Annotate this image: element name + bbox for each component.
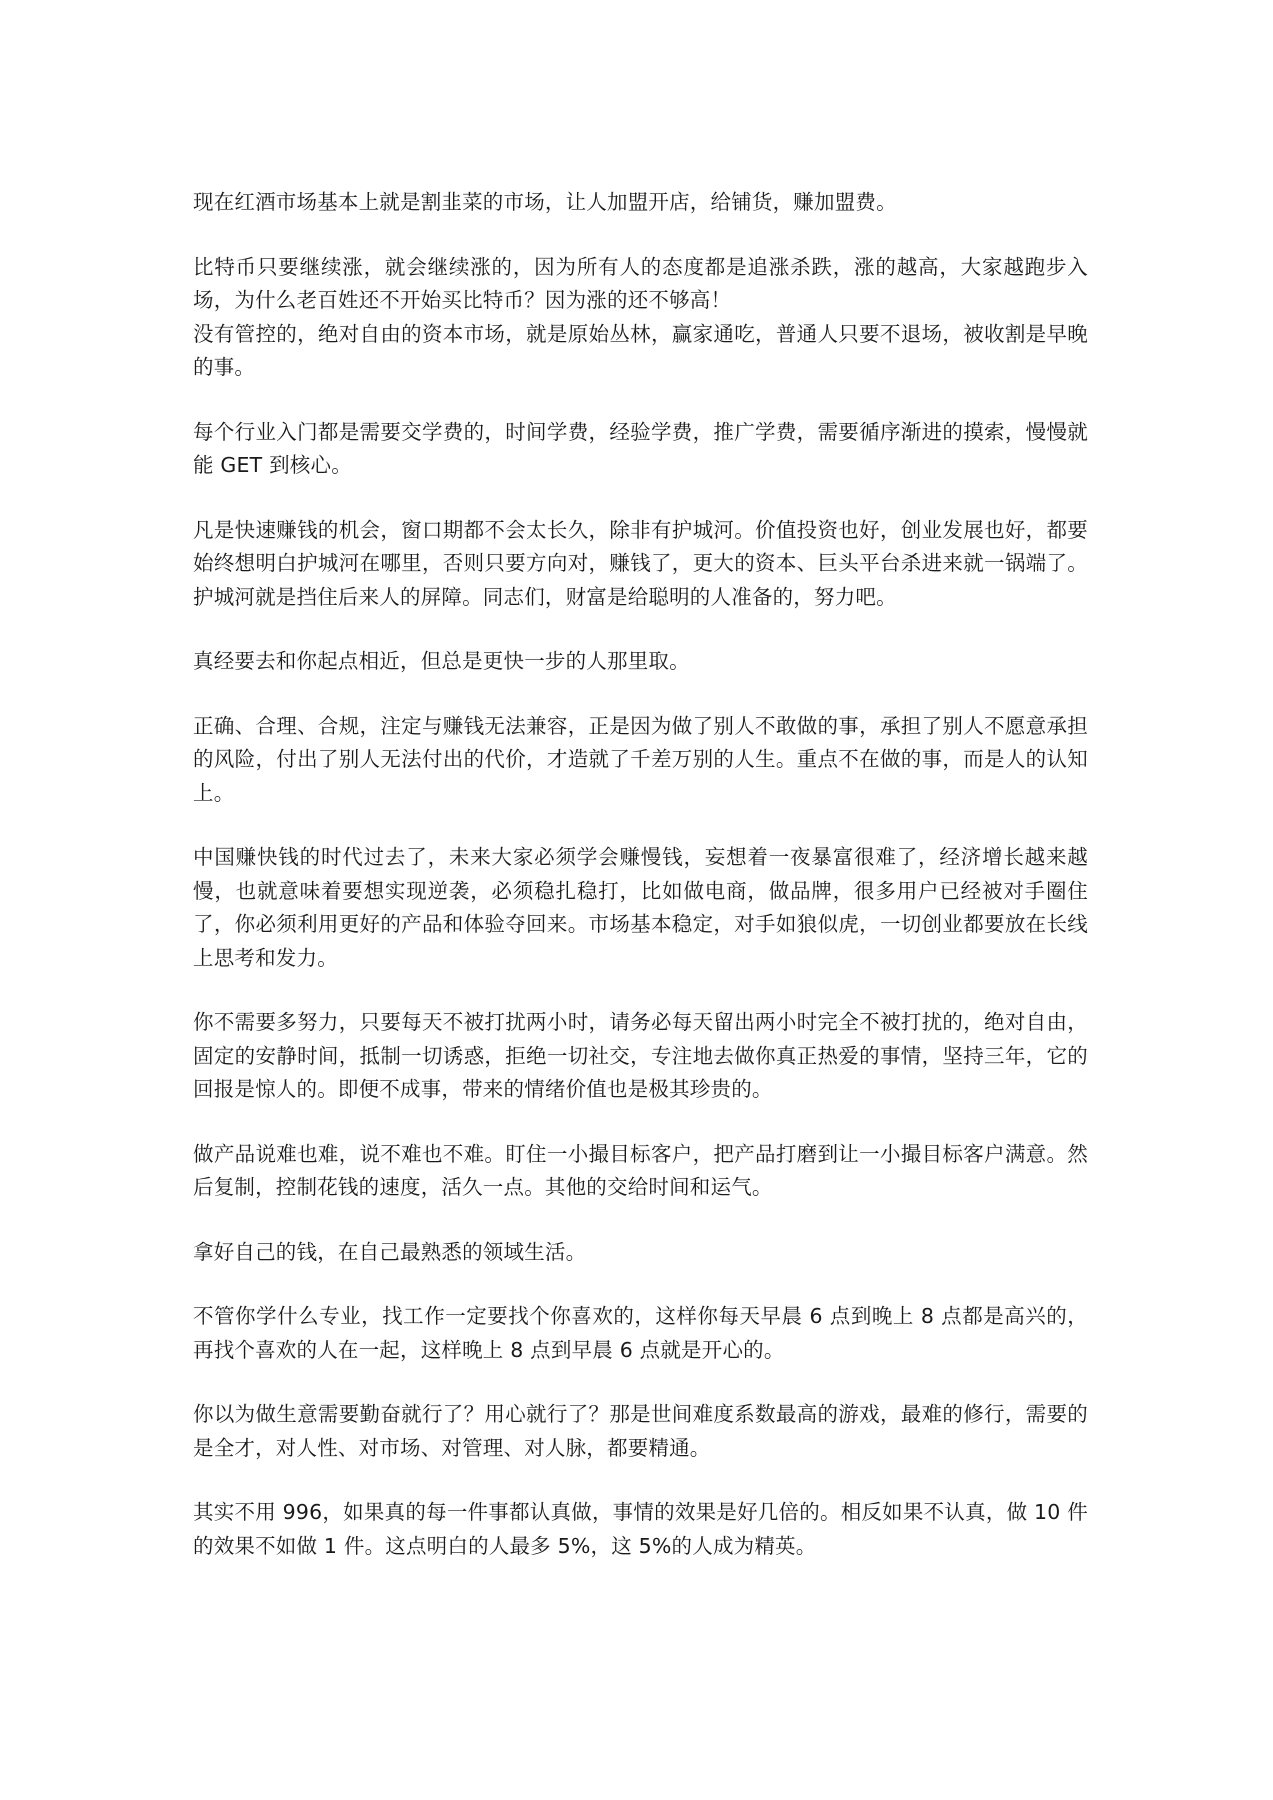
paragraph-14: 其实不用 996，如果真的每一件事都认真做，事情的效果是好几倍的。相反如果不认真，做 10 件的效果不如做 1 件。这点明白的人最多 5%，这 5%的人成为精英。 — [193, 1500, 1088, 1558]
paragraph-1: 现在红酒市场基本上就是割韭菜的市场，让人加盟开店，给铺货，赚加盟费。 — [193, 190, 897, 214]
paragraph-13: 你以为做生意需要勤奋就行了？用心就行了？那是世间难度系数最高的游戏，最难的修行，需要的是全才，对人性、对市场、对管理、对人脉，都要精通。 — [193, 1402, 1088, 1460]
paragraph-2: 比特币只要继续涨，就会继续涨的，因为所有人的态度都是追涨杀跌，涨的越高，大家越跑步入场，为什么老百姓还不开始买比特币？因为涨的还不够高！ — [193, 254, 1088, 312]
paragraph-4: 每个行业入门都是需要交学费的，时间学费，经验学费，推广学费，需要循序渐进的摸索，慢慢就能 GET 到核心。 — [193, 419, 1088, 477]
paragraph-7: 正确、合理、合规，注定与赚钱无法兼容，正是因为做了别人不敢做的事，承担了别人不愿意承担的风险，付出了别人无法付出的代价，才造就了千差万别的人生。重点不在做的事，而是人的认知上。 — [193, 713, 1088, 805]
paragraph-9: 你不需要多努力，只要每天不被打扰两小时，请务必每天留出两小时完全不被打扰的，绝对自由，固定的安静时间，抵制一切诱惑，拒绝一切社交，专注地去做你真正热爱的事情，坚持三年，它的回报是惊人的。即便不成事，带来的情绪价值也是极其珍贵的。 — [193, 1010, 1088, 1101]
paragraph-3: 没有管控的，绝对自由的资本市场，就是原始丛林，赢家通吃，普通人只要不退场，被收割是早晚的事。 — [193, 321, 1088, 379]
paragraph-8: 中国赚快钱的时代过去了，未来大家必须学会赚慢钱，妄想着一夜暴富很难了，经济增长越来越慢，也就意味着要想实现逆袭，必须稳扎稳打，比如做电商，做品牌，很多用户已经被对手圈住了，你必须利用更好的产品和体验夺回来。市场基本稳定，对手如狼似虎，一切创业都要放在长线上思考和发力。 — [193, 845, 1088, 970]
paragraph-10: 做产品说难也难，说不难也不难。盯住一小撮目标客户，把产品打磨到让一小撮目标客户满意。然后复制，控制花钱的速度，活久一点。其他的交给时间和运气。 — [193, 1141, 1088, 1199]
paragraph-11: 拿好自己的钱，在自己最熟悉的领域生活。 — [193, 1239, 587, 1264]
paragraph-5: 凡是快速赚钱的机会，窗口期都不会太长久，除非有护城河。价值投资也好，创业发展也好，都要始终想明白护城河在哪里，否则只要方向对，赚钱了，更大的资本、巨头平台杀进来就一锅端了。护城河就是挡住后来人的屏障。同志们，财富是给聪明的人准备的，努力吧。 — [193, 517, 1088, 609]
paragraph-12: 不管你学什么专业，找工作一定要找个你喜欢的，这样你每天早晨 6 点到晚上 8 点都是高兴的，再找个喜欢的人在一起，这样晚上 8 点到早晨 6 点就是开心的。 — [193, 1304, 1088, 1362]
document-body — [193, 186, 1088, 1594]
paragraph-6: 真经要去和你起点相近，但总是更快一步的人那里取。 — [193, 649, 690, 673]
